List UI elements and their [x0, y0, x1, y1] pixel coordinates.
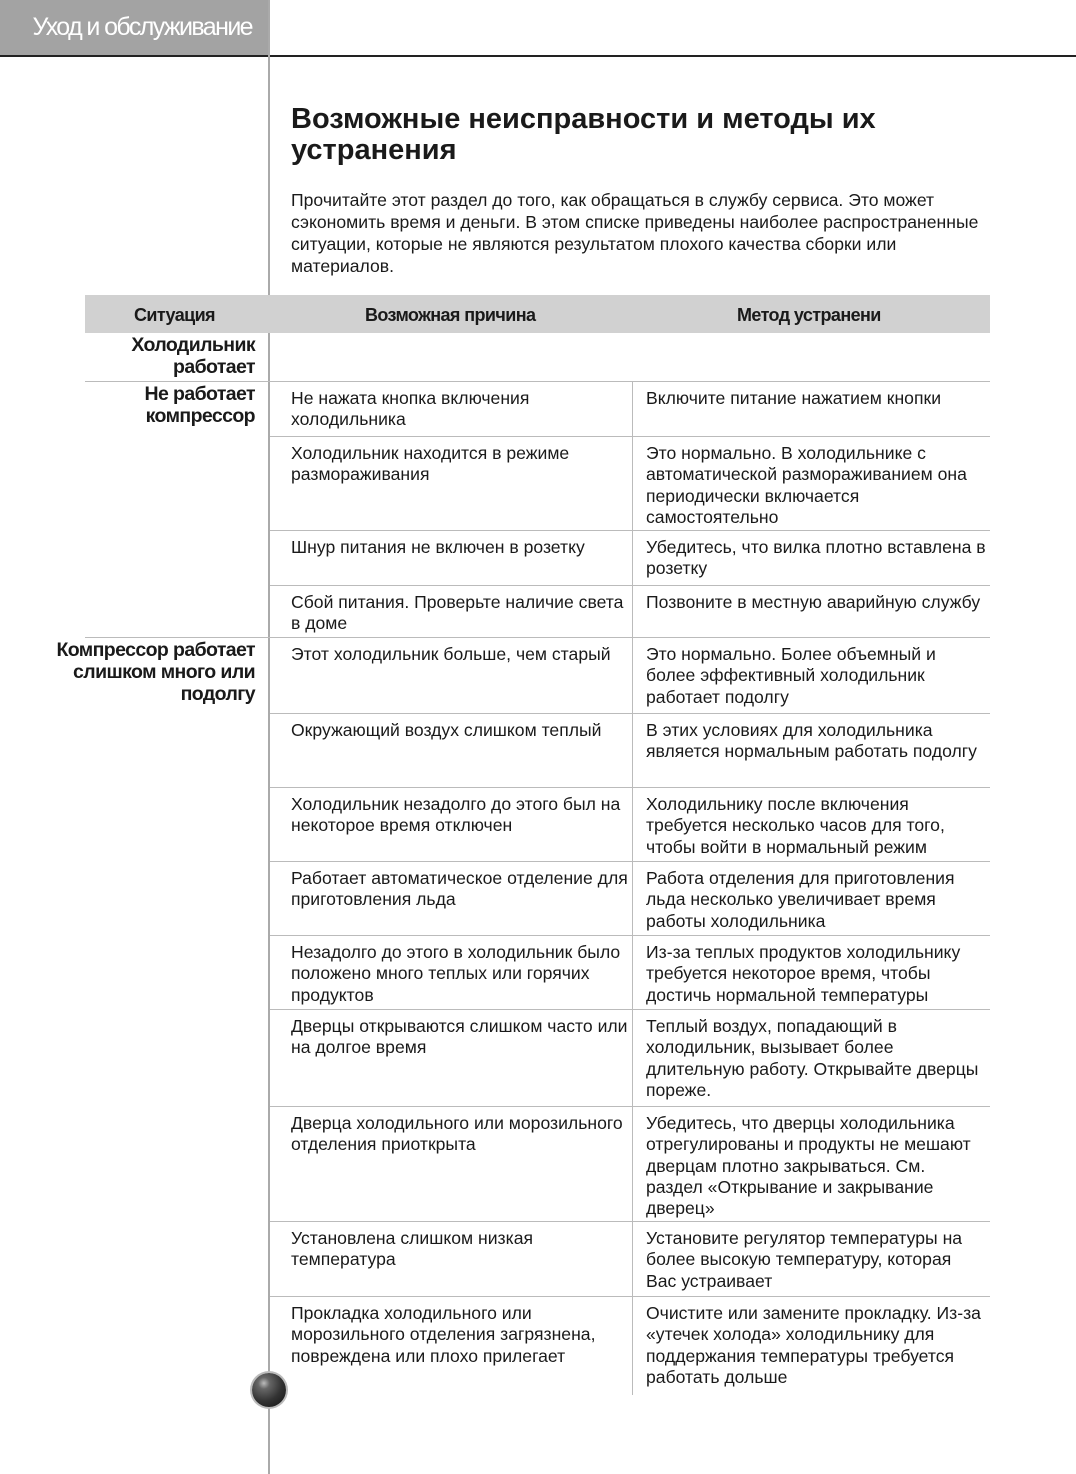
column-divider — [632, 1010, 633, 1107]
fix-cell: Теплый воздух, попадающий в холодильник, вызывает более длительную работу. Открывайте дверцы пореже. — [646, 1016, 979, 1100]
column-divider — [632, 586, 633, 638]
fix-cell: Убедитесь, что вилка плотно вставлена в розетку — [646, 537, 986, 579]
intro-paragraph: Прочитайте этот раздел до того, как обращаться в службу сервиса. Это может сэкономить время и деньги. В этом списке приведены наиболее распространенные ситуации, которые не являются результатом плохого качества сборки или материалов. — [291, 190, 979, 276]
situation-label: Не работает компрессор — [144, 383, 255, 427]
cause-cell: Не нажата кнопка включения холодильника — [291, 388, 530, 430]
fix-cell: Включите питание нажатием кнопки — [646, 388, 942, 408]
cause-cell: Незадолго до этого в холодильник было положено много теплых или горячих продуктов — [291, 942, 621, 1005]
page-bullet-icon — [252, 1373, 286, 1407]
fix-cell: Это нормально. Более объемный и более эффективный холодильник работает подолгу — [646, 644, 936, 707]
cause-cell: Установлена слишком низкая температура — [291, 1228, 533, 1270]
table-row — [85, 586, 990, 638]
fix-cell: Установите регулятор температуры на более высокую температуру, которая Вас устраивает — [646, 1228, 963, 1291]
table-row — [85, 382, 990, 437]
table-row — [85, 1010, 990, 1107]
cause-cell: Этот холодильник больше, чем старый — [291, 644, 611, 664]
column-divider — [632, 531, 633, 586]
header-rule — [0, 55, 1076, 57]
cause-cell: Холодильник незадолго до этого был на некоторое время отключен — [291, 794, 621, 836]
fix-cell: Работа отделения для приготовления льда несколько увеличивает время работы холодильника — [646, 868, 955, 931]
column-divider — [632, 1107, 633, 1222]
fix-cell: В этих условиях для холодильника является нормальным работать подолгу — [646, 720, 977, 762]
table-row — [85, 1222, 990, 1297]
column-divider — [632, 788, 633, 862]
table-row — [85, 437, 990, 531]
situation-label: Холодильник работает — [131, 334, 255, 378]
column-divider — [632, 382, 633, 437]
column-divider — [632, 638, 633, 714]
cause-cell: Дверцы открываются слишком часто или на долгое время — [291, 1016, 628, 1058]
troubleshooting-table — [56, 333, 990, 1395]
fix-cell: Очистите или замените прокладку. Из-за «утечек холода» холодильнику для поддержания температуры требуется работать дольше — [646, 1303, 981, 1387]
table-row — [56, 638, 990, 714]
cause-cell: Работает автоматическое отделение для приготовления льда — [291, 868, 628, 910]
column-divider — [632, 936, 633, 1010]
fix-cell: Это нормально. В холодильнике с автоматической размораживанием она периодически включается самостоятельно — [646, 443, 967, 527]
fix-cell: Позвоните в местную аварийную службу — [646, 592, 981, 612]
situation-label: Компрессор работает слишком много или подолгу — [56, 639, 255, 705]
table-row — [85, 862, 990, 936]
section-tab: Уход и обслуживание — [0, 0, 268, 55]
column-divider — [632, 714, 633, 788]
column-divider — [632, 862, 633, 936]
cause-cell: Дверца холодильного или морозильного отделения приоткрыта — [291, 1113, 623, 1155]
fix-cell: Холодильнику после включения требуется несколько часов для того, чтобы войти в нормальный режим — [646, 794, 945, 857]
header-fix: Метод устранени — [737, 305, 881, 325]
table-row — [85, 714, 990, 788]
cause-cell: Шнур питания не включен в розетку — [291, 537, 585, 557]
header-cause: Возможная причина — [365, 305, 536, 325]
header-situation: Ситуация — [134, 305, 215, 325]
fix-cell: Из-за теплых продуктов холодильнику требуется некоторое время, чтобы достичь нормальной температуры — [646, 942, 961, 1005]
cause-cell: Окружающий воздух слишком теплый — [291, 720, 602, 740]
table-row — [85, 936, 990, 1010]
table-row — [85, 333, 990, 382]
column-divider — [632, 1297, 633, 1395]
table-header — [85, 295, 990, 333]
table-row — [85, 1107, 990, 1222]
cause-cell: Прокладка холодильного или морозильного отделения загрязнена, повреждена или плохо прилегает — [291, 1303, 596, 1366]
table-row — [85, 531, 990, 586]
column-divider — [632, 437, 633, 531]
cause-cell: Сбой питания. Проверьте наличие света в доме — [291, 592, 624, 634]
page-title: Возможные неисправности и методы их устранения — [291, 103, 876, 166]
column-divider — [632, 1222, 633, 1297]
fix-cell: Убедитесь, что дверцы холодильника отрегулированы и продукты не мешают дверцам плотно закрываться. См. раздел «Открывание и закрывание дверец» — [646, 1113, 971, 1219]
table-row — [85, 1297, 990, 1395]
cause-cell: Холодильник находится в режиме размораживания — [291, 443, 570, 485]
table-row — [85, 788, 990, 862]
